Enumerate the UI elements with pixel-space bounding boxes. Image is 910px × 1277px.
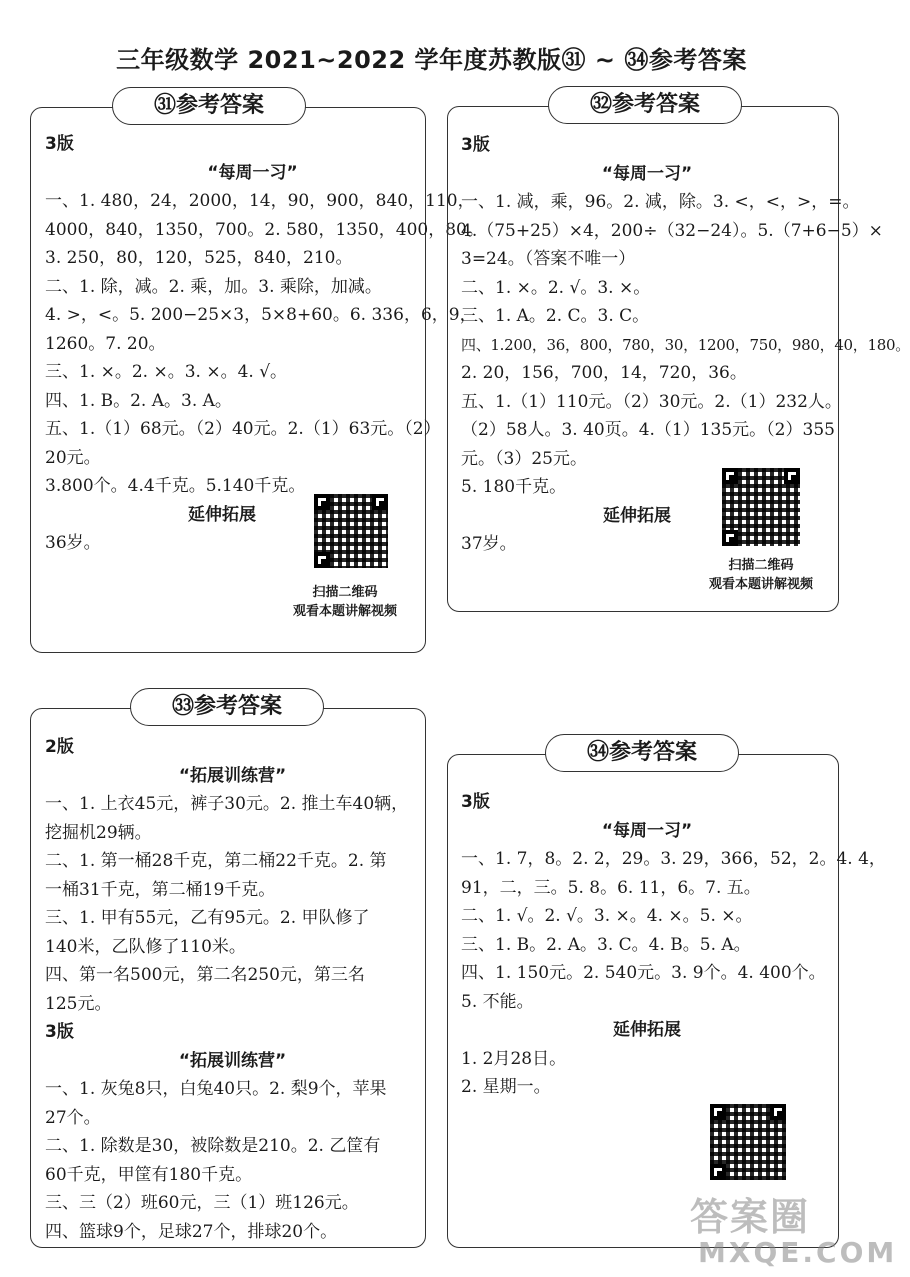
section-heading: 延伸拓展: [613, 1020, 681, 1040]
answer-line: 20元。: [45, 447, 101, 468]
answer-line: 四、第一名500元，第二名250元，第三名: [45, 965, 365, 985]
answer-line: 五、1.（1）110元。（2）30元。2.（1）232人。: [461, 391, 842, 412]
answer-line: 一、1. 上衣45元，裤子30元。2. 推土车40辆，: [45, 794, 409, 814]
answer-line: 36岁。: [45, 533, 101, 553]
answer-line: 四、篮球9个，足球27个，排球20个。: [45, 1221, 338, 1242]
version-label: 3版: [45, 134, 74, 154]
answer-line: 三、1. 甲有55元，乙有95元。2. 甲队修了: [45, 908, 370, 928]
panel-32-tab: ㉜参考答案: [548, 86, 742, 124]
qr-caption: 扫描二维码 观看本题讲解视频: [708, 558, 813, 592]
section-heading: “每周一习”: [207, 162, 298, 183]
answer-line: 一、1. 减，乘，96。2. 减，除。3. <，<，>，=。: [461, 192, 860, 212]
answer-line: 四、1. B。2. A。3. A。: [45, 390, 232, 411]
section-heading: “每周一习”: [601, 163, 693, 184]
answer-line: 1. 2月28日。: [461, 1048, 567, 1069]
panel-33-content: [45, 733, 420, 1246]
section-heading: “每周一习”: [601, 820, 693, 841]
answer-line: 四、1. 150元。2. 540元。3. 9个。4. 400个。: [461, 963, 826, 983]
answer-line: 3=24。（答案不唯一）: [461, 249, 636, 269]
answer-line: 二、1. √。2. √。3. ×。4. ×。5. ×。: [461, 906, 753, 926]
answer-line: 5. 180千克。: [461, 477, 567, 497]
version-label: 3版: [461, 792, 490, 812]
answer-line: 一、1. 480，24，2000，14，90，900，840，110，: [45, 191, 475, 211]
answer-line: 3.800个。4.4千克。5.140千克。: [45, 476, 306, 496]
answer-line: 4. >，<。5. 200−25×3，5×8+60。6. 336，6，9，: [45, 305, 477, 325]
answer-line: 60千克，甲筐有180千克。: [45, 1164, 253, 1185]
answer-line: 三、1. A。2. C。3. C。: [461, 306, 650, 326]
answer-line: 2. 星期一。: [461, 1077, 551, 1097]
answer-line: 二、1. 第一桶28千克，第二桶22千克。2. 第: [45, 851, 387, 871]
answer-line: 元。（3）25元。: [461, 448, 587, 469]
panel-31-tab: ㉛参考答案: [112, 87, 306, 125]
answer-line: 一、1. 灰兔8只，白兔40只。2. 梨9个，苹果: [45, 1079, 387, 1099]
answer-line: 125元。: [45, 993, 112, 1014]
answer-line: 二、1. 除数是30，被除数是210。2. 乙筐有: [45, 1136, 381, 1156]
answer-line: 2. 20，156，700，14，720，36。: [461, 363, 747, 383]
version-label: 3版: [461, 135, 490, 155]
section-heading: 延伸拓展: [188, 504, 256, 525]
section-heading: “拓展训练营”: [178, 1050, 287, 1071]
panel-34-tab: ㉞参考答案: [545, 734, 739, 772]
answer-line: 三、三（2）班60元，三（1）班126元。: [45, 1193, 359, 1213]
answer-line: 1260。7. 20。: [45, 333, 166, 354]
answer-line: 二、1. ×。2. √。3. ×。: [461, 277, 651, 298]
answer-line: 140米，乙队修了110米。: [45, 936, 246, 957]
answer-line: 4000，840，1350，700。2. 580，1350，400，80。: [45, 219, 484, 240]
page-title: 三年级数学 2021~2022 学年度苏教版㉛ ~ ㉞参考答案: [116, 46, 747, 74]
answer-line: 一桶31千克，第二桶19千克。: [45, 879, 276, 900]
qr-code-icon[interactable]: [314, 494, 388, 568]
section-heading: “拓展训练营”: [178, 765, 287, 786]
answer-line: （2）58人。3. 40页。4.（1）135元。（2）355: [461, 420, 835, 440]
answer-line: 37岁。: [461, 534, 517, 554]
answer-line: 二、1. 除，减。2. 乘，加。3. 乘除，加减。: [45, 276, 382, 297]
version-label: 3版: [45, 1022, 74, 1042]
answer-line: 91，二，三。5. 8。6. 11，6。7. 五。: [461, 877, 761, 898]
panel-34-content: [461, 788, 886, 1102]
qr-code-icon[interactable]: [710, 1104, 786, 1180]
watermark-logo: 答案圈: [690, 1195, 811, 1239]
answer-line: 三、1. B。2. A。3. C。4. B。5. A。: [461, 934, 751, 955]
qr-code-icon[interactable]: [722, 468, 800, 546]
answer-line: 27个。: [45, 1107, 101, 1128]
answer-line: 一、1. 7，8。2. 2，29。3. 29，366，52，2。4. 4，: [461, 849, 886, 869]
version-label: 2版: [45, 737, 74, 757]
answer-line: 四、1.200，36，800，780，30，1200，750，980，40，180。: [461, 335, 910, 354]
panel-33-tab: ㉝参考答案: [130, 688, 324, 726]
answer-line: 4.（75+25）×4，200÷（32−24）。5.（7+6−5）×: [461, 220, 883, 241]
answer-line: 五、1.（1）68元。（2）40元。2.（1）63元。（2）: [45, 419, 441, 439]
answer-line: 挖掘机29辆。: [45, 822, 152, 843]
section-heading: 延伸拓展: [603, 505, 671, 526]
watermark-url: MXQE.COM: [698, 1236, 898, 1269]
qr-caption: 扫描二维码 观看本题讲解视频: [292, 585, 397, 619]
answer-line: 5. 不能。: [461, 991, 534, 1012]
answer-line: 3. 250，80，120，525，840，210。: [45, 248, 353, 268]
answer-line: 三、1. ×。2. ×。3. ×。4. √。: [45, 362, 288, 382]
